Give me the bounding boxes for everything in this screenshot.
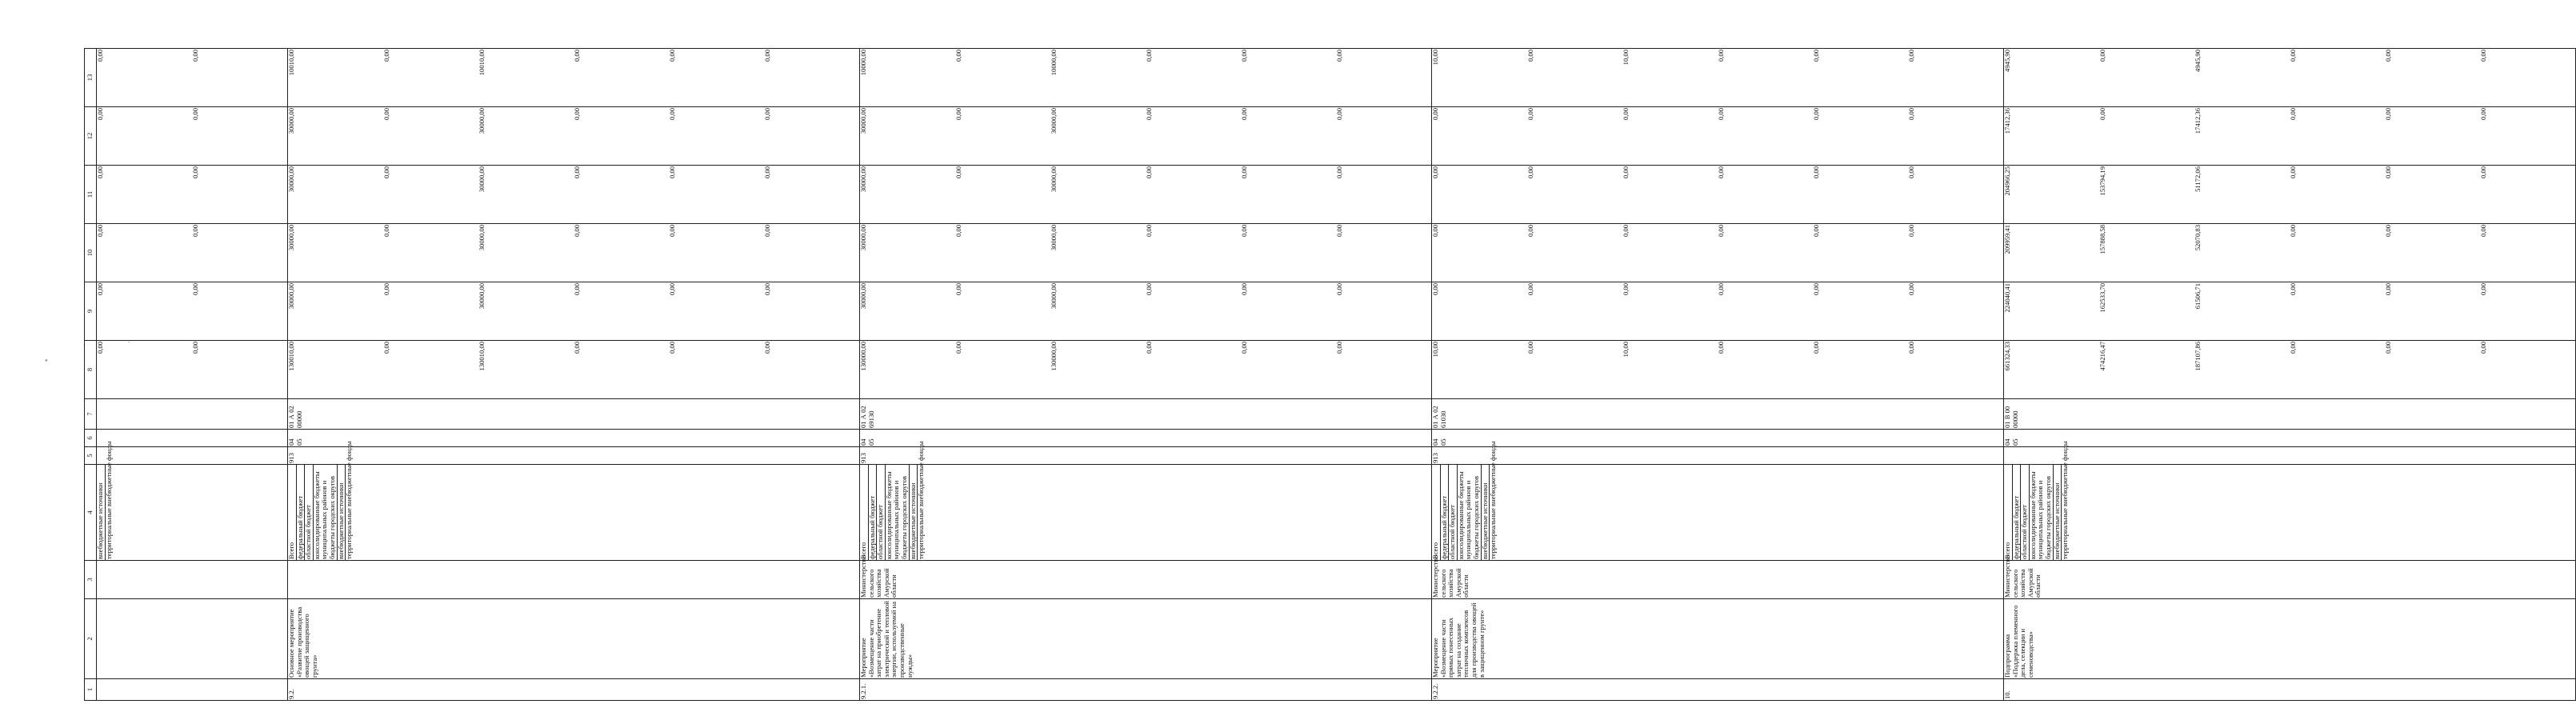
amount-value: 474216,47 xyxy=(2098,342,2106,371)
amount-cell xyxy=(1432,341,2004,399)
rotated-table-container xyxy=(84,49,2487,701)
code-csr-cell: 01 В 00 00000 xyxy=(2004,399,2576,430)
amount-cell xyxy=(2004,166,2576,224)
amount-value: 0,00 xyxy=(763,225,771,238)
amount-value: 0,00 xyxy=(1431,225,1439,238)
amount-value: 0,00 xyxy=(2479,342,2487,354)
amount-value: 0,00 xyxy=(2384,225,2392,238)
amount-value: 0,00 xyxy=(763,50,771,62)
funding-source-row xyxy=(2029,465,2053,560)
amount-value: 30000,00 xyxy=(1050,283,1058,310)
amount-value: 0,00 xyxy=(1145,108,1153,121)
amount-value: 30000,00 xyxy=(478,166,486,193)
amount-value: 0,00 xyxy=(1240,342,1248,354)
amount-value: 0,00 xyxy=(1717,342,1725,354)
funding-source-label: федеральный бюджет xyxy=(868,465,877,560)
code-rzpr-cell: 04 05 xyxy=(288,430,860,447)
code-grbs-cell: 913 xyxy=(1432,447,2004,465)
table-row xyxy=(97,49,288,701)
amount-value: 187107,86 xyxy=(2194,342,2202,371)
executor-cell xyxy=(288,561,860,599)
amount-value: 0,00 xyxy=(2289,225,2297,238)
funding-source-row xyxy=(877,465,886,560)
amount-value: 30000,00 xyxy=(287,108,295,134)
funding-source-label: территориальные внебюджетные фонды xyxy=(104,441,113,559)
amount-value: 0,00 xyxy=(763,342,771,354)
col-header: 13 xyxy=(85,49,97,107)
amount-value: 130010,00 xyxy=(478,342,486,371)
amount-value: 0,00 xyxy=(954,108,962,121)
amount-value: 0,00 xyxy=(1812,50,1820,62)
amount-value: 0,00 xyxy=(954,166,962,179)
amount-cell xyxy=(288,166,860,224)
amount-cell xyxy=(288,49,860,107)
amount-cell xyxy=(2004,224,2576,282)
funding-source-label: областной бюджет xyxy=(877,465,886,560)
amount-value: 30000,00 xyxy=(1050,108,1058,134)
amount-value: 30000,00 xyxy=(478,108,486,134)
col-header: 5 xyxy=(85,447,97,465)
amount-value: 0,00 xyxy=(573,283,581,296)
amount-value: 0,00 xyxy=(191,166,199,179)
amount-value: 0,00 xyxy=(382,225,390,238)
amount-value: 4945,90 xyxy=(2003,50,2011,72)
amount-value: 0,00 xyxy=(191,283,199,296)
funding-source-row xyxy=(1440,465,1449,560)
amount-value: 0,00 xyxy=(1335,50,1343,62)
amount-value: 0,00 xyxy=(1431,108,1439,121)
amount-cell xyxy=(97,166,288,224)
amount-value: 30000,00 xyxy=(1050,166,1058,193)
item-name-cell: Мероприятие «Возмещение части затрат на приобретение электрической и тепловой энергии, используемой на производственные нужды» xyxy=(860,599,1432,679)
col-header: 1 xyxy=(85,679,97,701)
amount-value: 30000,00 xyxy=(859,283,867,310)
amount-cell xyxy=(860,166,1432,224)
amount-value: 0,00 xyxy=(2289,283,2297,296)
funding-source-label: Всего xyxy=(1432,465,1440,560)
amount-value: 0,00 xyxy=(1335,342,1343,354)
amount-value: 10,00 xyxy=(1431,342,1439,358)
funding-source-row xyxy=(313,465,337,560)
amount-value: 0,00 xyxy=(954,225,962,238)
col-header: 6 xyxy=(85,430,97,447)
amount-value: 0,00 xyxy=(1812,342,1820,354)
amount-cell xyxy=(2004,107,2576,166)
funding-source-list xyxy=(96,441,113,560)
item-name-cell xyxy=(97,599,288,679)
amount-value: 0,00 xyxy=(96,283,104,296)
col-header: 10 xyxy=(85,224,97,282)
amount-value: 0,00 xyxy=(668,225,676,238)
amount-value: 0,00 xyxy=(1335,225,1343,238)
amount-value: 0,00 xyxy=(96,342,104,354)
amount-value: 0,00 xyxy=(2289,342,2297,354)
amount-value: 0,00 xyxy=(1145,283,1153,296)
amount-value: 0,00 xyxy=(96,225,104,238)
funding-source-row xyxy=(1457,465,1481,560)
amount-value: 0,00 xyxy=(191,342,199,354)
amount-value: 10000,00 xyxy=(1050,50,1058,76)
amount-cell xyxy=(288,341,860,399)
funding-source-row xyxy=(337,465,346,560)
funding-source-label: федеральный бюджет xyxy=(296,465,305,560)
item-name-cell: Подпрограмма «Поддержка племенного дела, селекции и семеноводства» xyxy=(2004,599,2576,679)
amount-value: 0,00 xyxy=(1717,50,1725,62)
code-csr-cell: 01 А 02 69130 xyxy=(860,399,1432,430)
funding-source-row xyxy=(1449,465,1458,560)
amount-cell xyxy=(288,107,860,166)
amount-value: 0,00 xyxy=(2384,166,2392,179)
executor-cell: Министерство сельского хозяйства Амурской области xyxy=(1432,561,2004,599)
amount-value: 0,00 xyxy=(1907,108,1915,121)
funding-source-row xyxy=(288,465,296,560)
col-header: 2 xyxy=(85,599,97,679)
amount-value: 162533,70 xyxy=(2098,283,2106,313)
funding-source-cell xyxy=(96,441,288,561)
amount-value: 10010,00 xyxy=(287,50,295,76)
amount-value: 30000,00 xyxy=(478,283,486,310)
amount-value: 0,00 xyxy=(2384,283,2392,296)
funding-source-row xyxy=(1490,465,1498,560)
amount-value: 0,00 xyxy=(1431,166,1439,179)
item-name-cell: Основное мероприятие «Развитие производства овощей защищенного грунта» xyxy=(288,599,860,679)
col-header: 7 xyxy=(85,399,97,430)
amount-cell xyxy=(860,282,1432,341)
amount-value: 0,00 xyxy=(382,342,390,354)
code-csr-cell: 01 А 02 00000 xyxy=(288,399,860,430)
amount-value: 224040,41 xyxy=(2003,283,2011,313)
table-row xyxy=(288,49,860,701)
amount-cell xyxy=(1432,107,2004,166)
amount-cell xyxy=(1432,49,2004,107)
amount-value: 0,00 xyxy=(668,166,676,179)
col-header: 3 xyxy=(85,561,97,599)
code-grbs-cell: 913 xyxy=(288,447,860,465)
amount-value: 0,00 xyxy=(1907,225,1915,238)
funding-source-row xyxy=(860,465,868,560)
amount-value: 204966,25 xyxy=(2003,166,2011,196)
code-csr-cell: 01 А 02 61030 xyxy=(1432,399,2004,430)
amount-value: 0,00 xyxy=(573,50,581,62)
funding-source-label: областной бюджет xyxy=(2021,465,2030,560)
amount-value: 0,00 xyxy=(1145,225,1153,238)
table-row xyxy=(1432,49,2004,701)
amount-cell xyxy=(2004,341,2576,399)
amount-value: 0,00 xyxy=(1240,283,1248,296)
amount-cell xyxy=(1432,166,2004,224)
funding-source-row xyxy=(2053,465,2062,560)
amount-value: 157888,58 xyxy=(2098,225,2106,254)
amount-value: 0,00 xyxy=(1717,108,1725,121)
item-number-cell: 9.2.1. xyxy=(860,679,1432,701)
amount-value: 0,00 xyxy=(1812,225,1820,238)
amount-cell xyxy=(97,107,288,166)
amount-value: 52070,83 xyxy=(2194,225,2202,251)
amount-value: 0,00 xyxy=(1145,50,1153,62)
funding-source-label: Всего xyxy=(288,465,296,560)
amount-value: 0,00 xyxy=(2289,166,2297,179)
funding-source-label: территориальные внебюджетные фонды xyxy=(2061,441,2070,559)
amount-value: 0,00 xyxy=(1526,283,1534,296)
amount-value: 0,00 xyxy=(2098,50,2106,62)
amount-cell xyxy=(1432,282,2004,341)
amount-value: 10,00 xyxy=(1622,342,1630,358)
amount-value: 10,00 xyxy=(1622,50,1630,66)
amount-value: 30000,00 xyxy=(478,225,486,251)
code-grbs-cell: 913 xyxy=(860,447,1432,465)
amount-value: 0,00 xyxy=(2479,108,2487,121)
amount-value: 17412,36 xyxy=(2003,108,2011,134)
amount-value: 209959,41 xyxy=(2003,225,2011,254)
amount-value: 0,00 xyxy=(573,225,581,238)
amount-value: 30000,00 xyxy=(859,225,867,251)
amount-value: 0,00 xyxy=(191,50,199,62)
amount-value: 0,00 xyxy=(1812,283,1820,296)
amount-value: 17412,36 xyxy=(2194,108,2202,134)
funding-source-label: федеральный бюджет xyxy=(1440,465,1449,560)
amount-value: 153794,19 xyxy=(2098,166,2106,196)
header-row xyxy=(85,49,97,701)
funding-source-row xyxy=(305,465,314,560)
funding-source-label: внебюджетные источники xyxy=(97,465,105,560)
funding-source-row xyxy=(909,465,918,560)
amount-value: 51172,06 xyxy=(2194,166,2202,192)
amount-value: 0,00 xyxy=(1526,166,1534,179)
amount-value: 0,00 xyxy=(668,50,676,62)
col-header: 8 xyxy=(85,341,97,399)
amount-value: 0,00 xyxy=(668,108,676,121)
code-grbs-cell xyxy=(97,447,288,465)
funding-source-row xyxy=(2004,465,2012,560)
amount-cell xyxy=(97,49,288,107)
amount-value: 30000,00 xyxy=(859,166,867,193)
amount-cell xyxy=(97,224,288,282)
amount-value: 0,00 xyxy=(2479,225,2487,238)
amount-value: 0,00 xyxy=(954,50,962,62)
funding-source-row xyxy=(97,465,105,560)
amount-value: 0,00 xyxy=(668,342,676,354)
funding-source-label: областной бюджет xyxy=(305,465,314,560)
amount-value: 0,00 xyxy=(1335,108,1343,121)
funding-source-row xyxy=(2012,465,2021,560)
amount-value: 0,00 xyxy=(1145,342,1153,354)
amount-value: 0,00 xyxy=(1335,166,1343,179)
amount-value: 0,00 xyxy=(1812,166,1820,179)
amount-value: 0,00 xyxy=(1526,50,1534,62)
funding-source-row xyxy=(868,465,877,560)
code-grbs-cell xyxy=(2004,447,2576,465)
budget-table xyxy=(84,48,2576,701)
amount-value: 0,00 xyxy=(573,342,581,354)
amount-cell xyxy=(288,224,860,282)
amount-value: 0,00 xyxy=(1240,225,1248,238)
item-number-cell: 9.2. xyxy=(288,679,860,701)
amount-value: 0,00 xyxy=(191,225,199,238)
amount-value: 0,00 xyxy=(1526,225,1534,238)
amount-cell xyxy=(97,282,288,341)
amount-value: 0,00 xyxy=(763,166,771,179)
amount-value: 0,00 xyxy=(96,108,104,121)
funding-source-row xyxy=(885,465,909,560)
table-row xyxy=(2004,49,2576,701)
amount-value: 10000,00 xyxy=(859,50,867,76)
amount-cell xyxy=(860,107,1432,166)
amount-value: 0,00 xyxy=(1240,50,1248,62)
item-name-cell: Мероприятие «Возмещение части прямых понесенных затрат на создание тепличных комплексов для производства овощей в защищенном грунте» xyxy=(1432,599,2004,679)
amount-cell xyxy=(1432,224,2004,282)
amount-value: 0,00 xyxy=(1907,166,1915,179)
funding-source-label: внебюджетные источники xyxy=(909,465,918,560)
code-csr-cell xyxy=(97,399,288,430)
amount-value: 0,00 xyxy=(668,283,676,296)
code-rzpr-cell: 04 05 xyxy=(860,430,1432,447)
amount-value: 0,00 xyxy=(1622,283,1630,296)
funding-source-label: консолидированные бюджеты муниципальных районов и бюджеты городских округов xyxy=(885,465,909,560)
amount-value: 30000,00 xyxy=(287,166,295,193)
amount-value: 0,00 xyxy=(382,108,390,121)
amount-value: 0,00 xyxy=(382,50,390,62)
amount-value: 4945,90 xyxy=(2194,50,2202,72)
amount-value: 30000,00 xyxy=(859,108,867,134)
funding-source-label: федеральный бюджет xyxy=(2012,465,2021,560)
amount-value: 661324,33 xyxy=(2003,342,2011,371)
item-number-cell xyxy=(97,679,288,701)
amount-value: 0,00 xyxy=(2384,342,2392,354)
stray-mark: . xyxy=(128,336,130,344)
amount-value: 0,00 xyxy=(1622,108,1630,121)
executor-cell: Министерство сельского хозяйства Амурской области xyxy=(860,561,1432,599)
executor-cell: Министерство сельского хозяйства Амурской области xyxy=(2004,561,2576,599)
code-rzpr-cell xyxy=(97,430,288,447)
amount-cell xyxy=(2004,282,2576,341)
funding-source-label: областной бюджет xyxy=(1449,465,1458,560)
amount-value: 0,00 xyxy=(2384,50,2392,62)
amount-value: 0,00 xyxy=(1526,108,1534,121)
funding-source-label: территориальные внебюджетные фонды xyxy=(345,441,354,559)
amount-value: 0,00 xyxy=(2289,50,2297,62)
amount-value: 0,00 xyxy=(954,283,962,296)
funding-source-label: внебюджетные источники xyxy=(337,465,346,560)
funding-source-row xyxy=(296,465,305,560)
amount-value: 0,00 xyxy=(573,108,581,121)
funding-source-row xyxy=(2062,465,2070,560)
col-header: 11 xyxy=(85,166,97,224)
amount-value: 0,00 xyxy=(1240,108,1248,121)
funding-source-label: территориальные внебюджетные фонды xyxy=(917,441,926,559)
funding-source-label: внебюджетные источники xyxy=(1481,465,1490,560)
amount-value: 0,00 xyxy=(2479,283,2487,296)
amount-value: 0,00 xyxy=(2384,108,2392,121)
amount-value: 0,00 xyxy=(1717,283,1725,296)
amount-value: 0,00 xyxy=(1717,225,1725,238)
amount-cell xyxy=(860,341,1432,399)
item-number-cell: 9.2.2. xyxy=(1432,679,2004,701)
executor-cell xyxy=(97,561,288,599)
funding-source-label: внебюджетные источники xyxy=(2053,465,2062,560)
amount-value: 0,00 xyxy=(1622,166,1630,179)
amount-value: 0,00 xyxy=(2289,108,2297,121)
amount-value: 0,00 xyxy=(191,108,199,121)
amount-value: 0,00 xyxy=(1622,225,1630,238)
code-rzpr-cell: 04 05 xyxy=(1432,430,2004,447)
amount-value: 0,00 xyxy=(1431,283,1439,296)
funding-source-row xyxy=(346,465,354,560)
amount-value: 30000,00 xyxy=(287,283,295,310)
funding-source-row xyxy=(1432,465,1440,560)
funding-source-row xyxy=(918,465,926,560)
amount-value: 0,00 xyxy=(1812,108,1820,121)
amount-value: 0,00 xyxy=(1240,166,1248,179)
col-header: 4 xyxy=(85,465,97,561)
funding-source-row xyxy=(105,465,113,560)
funding-source-label: Всего xyxy=(2004,465,2012,560)
amount-value: 0,00 xyxy=(1335,283,1343,296)
amount-value: 0,00 xyxy=(382,166,390,179)
amount-value: 10010,00 xyxy=(478,50,486,76)
funding-source-label: консолидированные бюджеты муниципальных районов и бюджеты городских округов xyxy=(1457,465,1481,560)
item-number-cell: 10. xyxy=(2004,679,2576,701)
funding-source-label: консолидированные бюджеты муниципальных районов и бюджеты городских округов xyxy=(313,465,337,560)
amount-value: 0,00 xyxy=(2479,50,2487,62)
code-rzpr-cell: 04 05 xyxy=(2004,430,2576,447)
amount-value: 0,00 xyxy=(382,283,390,296)
amount-value: 0,00 xyxy=(1907,50,1915,62)
amount-cell xyxy=(288,282,860,341)
table-body xyxy=(97,49,2576,701)
amount-value: 0,00 xyxy=(1145,166,1153,179)
amount-value: 30000,00 xyxy=(287,225,295,251)
table-row xyxy=(860,49,1432,701)
amount-value: 0,00 xyxy=(96,166,104,179)
amount-value: 10,00 xyxy=(1431,50,1439,66)
funding-source-row xyxy=(2021,465,2030,560)
amount-value: 0,00 xyxy=(1907,342,1915,354)
amount-value: 0,00 xyxy=(2479,166,2487,179)
amount-value: 30000,00 xyxy=(1050,225,1058,251)
amount-value: 130000,00 xyxy=(1050,342,1058,371)
amount-value: 61506,71 xyxy=(2194,283,2202,310)
amount-cell xyxy=(860,49,1432,107)
amount-cell xyxy=(860,224,1432,282)
amount-value: 0,00 xyxy=(1526,342,1534,354)
amount-cell xyxy=(2004,49,2576,107)
funding-source-label: Всего xyxy=(860,465,868,560)
amount-value: 0,00 xyxy=(96,50,104,62)
amount-value: 0,00 xyxy=(2098,108,2106,121)
col-header: 12 xyxy=(85,107,97,166)
amount-value: 0,00 xyxy=(1907,283,1915,296)
amount-value: 130000,00 xyxy=(859,342,867,371)
amount-value: 0,00 xyxy=(573,166,581,179)
amount-cell xyxy=(97,341,288,399)
funding-source-label: консолидированные бюджеты муниципальных районов и бюджеты городских округов xyxy=(2029,465,2053,560)
funding-source-row xyxy=(1481,465,1490,560)
funding-source-label: территориальные внебюджетные фонды xyxy=(1489,441,1498,559)
amount-value: 0,00 xyxy=(954,342,962,354)
col-header: 9 xyxy=(85,282,97,341)
page-marker: " xyxy=(45,358,48,366)
amount-value: 130010,00 xyxy=(287,342,295,371)
amount-value: 0,00 xyxy=(763,108,771,121)
amount-value: 0,00 xyxy=(763,283,771,296)
amount-value: 0,00 xyxy=(1717,166,1725,179)
